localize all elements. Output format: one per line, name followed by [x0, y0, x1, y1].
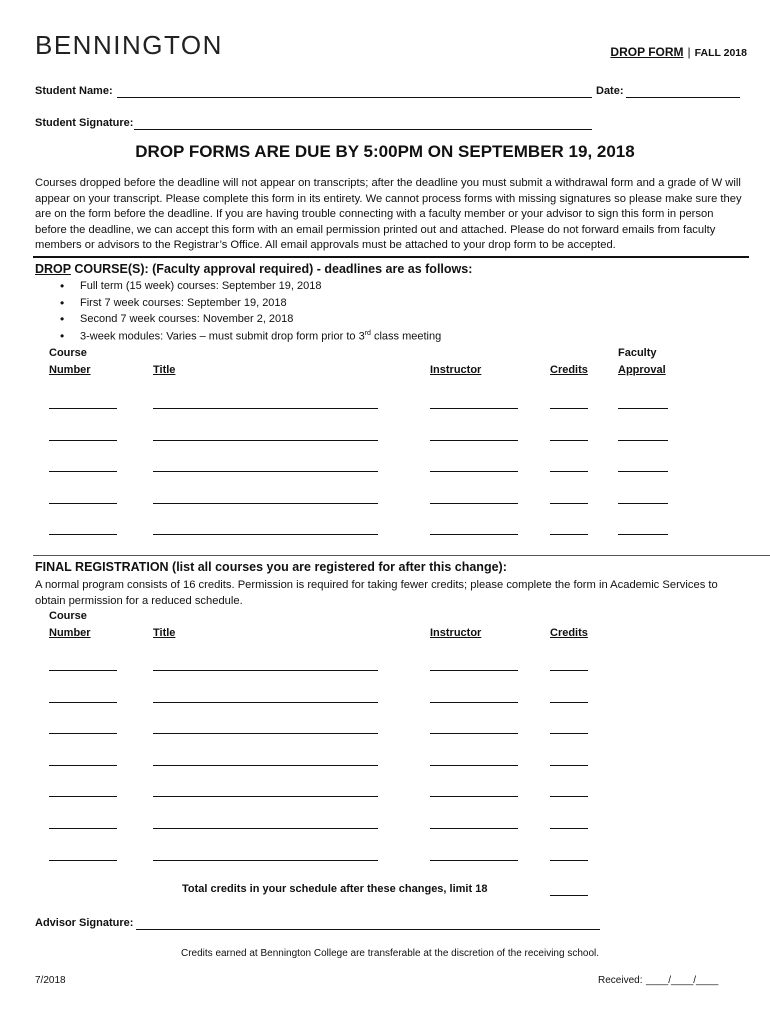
date-label: Date:: [596, 85, 624, 97]
deadline-list: [60, 280, 441, 346]
received-date-field[interactable]: ____/____/____: [646, 975, 719, 986]
credits-field[interactable]: [550, 471, 588, 472]
deadline-headline: DROP FORMS ARE DUE BY 5:00PM ON SEPTEMBER 19, 2018: [135, 142, 635, 161]
course-title-field[interactable]: [153, 534, 378, 535]
deadline-item-text: 3-week modules: Varies – must submit drop form prior to 3: [80, 330, 365, 343]
col-course-header: Course: [49, 347, 87, 359]
student-signature-field[interactable]: [134, 129, 592, 130]
received-label: Received:: [598, 975, 643, 986]
instructor-field[interactable]: [430, 534, 518, 535]
final-registration-note: A normal program consists of 16 credits. Permission is required for taking fewer credits; please complete the form in Academic Services to obtain permission for a reduced schedule.: [35, 579, 718, 607]
credits-field[interactable]: [550, 860, 588, 861]
advisor-signature-field[interactable]: [136, 929, 600, 930]
instructor-field[interactable]: [430, 733, 518, 734]
course-title-field[interactable]: [153, 670, 378, 671]
course-number-field[interactable]: [49, 503, 117, 504]
course-title-field[interactable]: [153, 796, 378, 797]
col-approval-header: Approval: [618, 364, 666, 376]
course-number-field[interactable]: [49, 828, 117, 829]
faculty-approval-field[interactable]: [618, 471, 668, 472]
deadline-item: • Full term (15 week) courses: September 19, 2018: [60, 280, 441, 297]
course-title-field[interactable]: [153, 765, 378, 766]
col-instructor-header: Instructor: [430, 364, 482, 376]
credits-field[interactable]: [550, 702, 588, 703]
form-term: FALL 2018: [694, 47, 747, 59]
credits-field[interactable]: [550, 733, 588, 734]
deadline-item-text-end: class meeting: [370, 330, 442, 343]
instructor-field[interactable]: [430, 408, 518, 409]
credits-field[interactable]: [550, 828, 588, 829]
section-divider-thin: [33, 555, 770, 556]
total-credits-field[interactable]: [550, 895, 588, 896]
faculty-approval-field[interactable]: [618, 440, 668, 441]
deadline-item: • Second 7 week courses: November 2, 2018: [60, 313, 441, 330]
course-number-field[interactable]: [49, 670, 117, 671]
col-faculty-header: Faculty: [618, 347, 657, 359]
student-name-label: Student Name:: [35, 85, 113, 97]
credits-field[interactable]: [550, 670, 588, 671]
course-number-field[interactable]: [49, 440, 117, 441]
instructor-field[interactable]: [430, 860, 518, 861]
col-number-header: Number: [49, 364, 91, 376]
advisor-signature-label: Advisor Signature:: [35, 917, 134, 929]
credits-field[interactable]: [550, 440, 588, 441]
final-col-credits-header: Credits: [550, 627, 588, 639]
drop-heading-keyword: DROP: [35, 262, 71, 276]
final-registration-heading: FINAL REGISTRATION (list all courses you are registered for after this change):: [35, 560, 507, 574]
form-name: DROP FORM: [610, 45, 684, 59]
instructor-field[interactable]: [430, 765, 518, 766]
deadline-item: [60, 330, 441, 347]
course-number-field[interactable]: [49, 765, 117, 766]
instructor-field[interactable]: [430, 440, 518, 441]
total-credits-label: Total credits in your schedule after these changes, limit 18: [182, 883, 488, 895]
credits-field[interactable]: [550, 765, 588, 766]
instructor-field[interactable]: [430, 796, 518, 797]
faculty-approval-field[interactable]: [618, 534, 668, 535]
date-field[interactable]: [626, 97, 740, 98]
form-version: 7/2018: [35, 975, 66, 986]
transfer-note: Credits earned at Bennington College are transferable at the discretion of the receiving school.: [180, 948, 600, 959]
course-number-field[interactable]: [49, 860, 117, 861]
final-col-course-header: Course: [49, 610, 87, 622]
course-number-field[interactable]: [49, 796, 117, 797]
col-credits-header: Credits: [550, 364, 588, 376]
final-col-title-header: Title: [153, 627, 176, 639]
course-number-field[interactable]: [49, 534, 117, 535]
faculty-approval-field[interactable]: [618, 503, 668, 504]
deadline-item: • First 7 week courses: September 19, 2018: [60, 297, 441, 314]
student-signature-label: Student Signature:: [35, 117, 134, 129]
course-number-field[interactable]: [49, 702, 117, 703]
ordinal-suffix: rd: [364, 329, 371, 337]
course-number-field[interactable]: [49, 471, 117, 472]
course-title-field[interactable]: [153, 733, 378, 734]
instructor-field[interactable]: [430, 503, 518, 504]
course-number-field[interactable]: [49, 408, 117, 409]
instructor-field[interactable]: [430, 670, 518, 671]
credits-field[interactable]: [550, 408, 588, 409]
course-title-field[interactable]: [153, 860, 378, 861]
instructor-field[interactable]: [430, 702, 518, 703]
course-title-field[interactable]: [153, 471, 378, 472]
drop-section-heading: [35, 262, 472, 276]
faculty-approval-field[interactable]: [618, 408, 668, 409]
instructor-field[interactable]: [430, 828, 518, 829]
instructor-field[interactable]: [430, 471, 518, 472]
course-title-field[interactable]: [153, 702, 378, 703]
credits-field[interactable]: [550, 796, 588, 797]
course-title-field[interactable]: [153, 503, 378, 504]
credits-field[interactable]: [550, 503, 588, 504]
course-title-field[interactable]: [153, 440, 378, 441]
form-title: [610, 45, 747, 59]
final-col-instructor-header: Instructor: [430, 627, 482, 639]
section-divider: [33, 256, 749, 258]
title-separator: |: [687, 45, 691, 59]
intro-paragraph: Courses dropped before the deadline will not appear on transcripts; after the deadline you must submit a withdrawal form and a grade of W will appear on your transcript. Please complete this form in its entirety. We cannot process forms with missing signatures so please make sure they are on the form before the deadline. If you are having trouble connecting with a faculty member or your advisor to sign this form in person before the deadline, we can accept this form with an email permission printed out and attached. Please do not forward emails from faculty members or advisors to the Registrar’s Office. All email approvals must be attached to your drop form to be accepted.: [35, 177, 742, 251]
col-title-header: Title: [153, 364, 176, 376]
course-number-field[interactable]: [49, 733, 117, 734]
drop-heading-rest: COURSE(S): (Faculty approval required) - deadlines are as follows:: [70, 262, 473, 276]
final-col-number-header: Number: [49, 627, 91, 639]
course-title-field[interactable]: [153, 408, 378, 409]
course-title-field[interactable]: [153, 828, 378, 829]
credits-field[interactable]: [550, 534, 588, 535]
bennington-logo: BENNINGTON: [35, 30, 223, 60]
student-name-field[interactable]: [117, 97, 592, 98]
